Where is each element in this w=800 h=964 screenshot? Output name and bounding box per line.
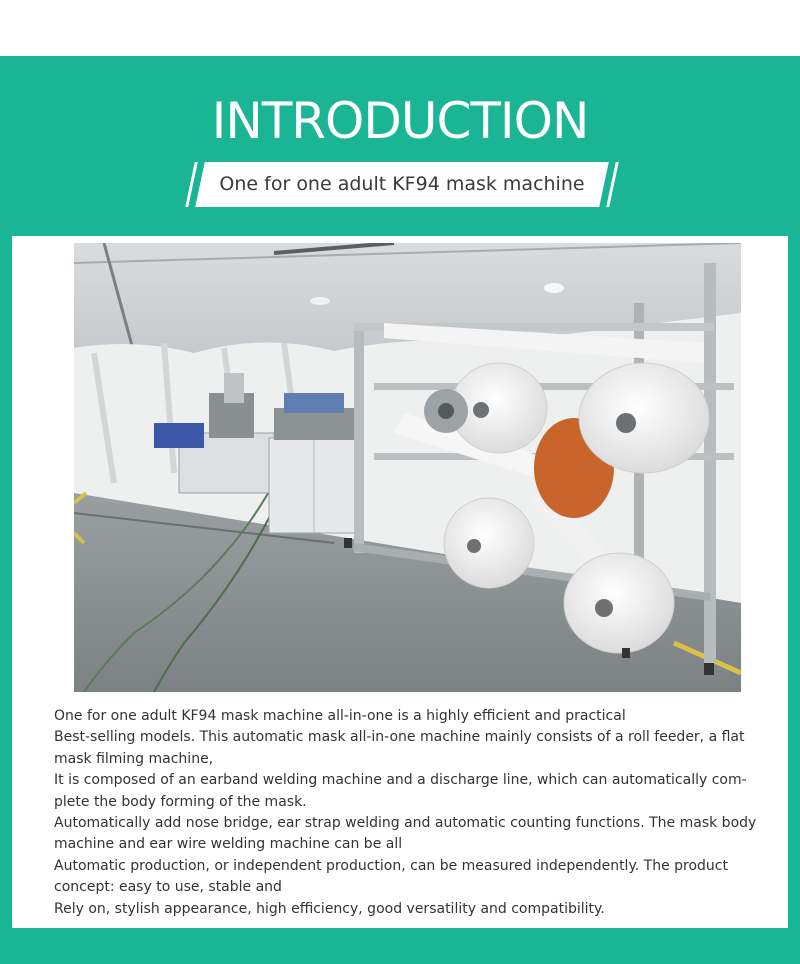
description-line: One for one adult KF94 mask machine all-in-one is a highly efficient and practical: [54, 708, 626, 724]
mask-machine-photo: [74, 243, 741, 692]
description-line: Rely on, stylish appearance, high efficiency, good versatility and compatibility.: [54, 900, 605, 917]
description-line: Automatic production, or independent production, can be measured independently. The product concept: easy to use, stable and: [54, 857, 728, 896]
subtitle-banner: [186, 162, 618, 207]
description-line: Best-selling models. This automatic mask all-in-one machine mainly consists of a roll feeder, a flat mask filming machine,: [54, 729, 745, 767]
subtitle-right-slash: [606, 162, 619, 207]
subtitle-text: One for one adult KF94 mask machine: [219, 173, 585, 195]
top-margin: [0, 0, 800, 56]
description-line: Automatically add nose bridge, ear strap welding and automatic counting functions. The mask body machine and ear wire welding machine can be all: [54, 815, 757, 853]
description-line: It is composed of an earband welding machine and a discharge line, which can automatically com-plete the body forming of the mask.: [54, 772, 747, 810]
description-text: [54, 706, 766, 920]
page-title: INTRODUCTION: [211, 92, 589, 150]
